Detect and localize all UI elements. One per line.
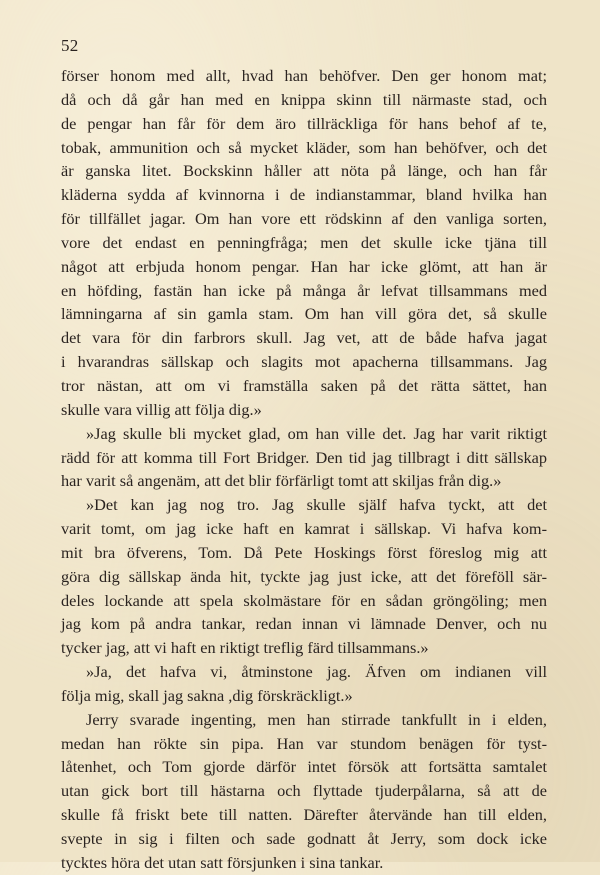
text-line: har varit så angenäm, att det blir förfärligt tomt att skiljas från dig.» <box>61 471 502 491</box>
text-line: mit bra öfverens, Tom. Då Pete Hoskings först föreslog mig att <box>61 542 547 562</box>
text-line: vore det endast en penningfråga; men det skulle icke tjäna till <box>61 232 547 252</box>
text-line: göra dig sällskap ända hit, tyckte jag just icke, att det föreföll sär- <box>61 566 547 586</box>
text-line: följa mig, skall jag sakna ,dig förskräckligt.» <box>61 685 353 705</box>
text-line: lämningarna af sin gamla stam. Om han vill göra det, så skulle <box>61 304 547 324</box>
text-line: »Jag skulle bli mycket glad, om han ville det. Jag har varit riktigt <box>86 423 547 443</box>
text-line: »Ja, det hafva vi, åtminstone jag. Äfven om indianen vill <box>86 662 547 682</box>
body-text <box>61 64 547 875</box>
text-line: utan gick bort till hästarna och flyttade tjuderpålarna, så att de <box>61 781 547 801</box>
text-line: något att erbjuda honom pengar. Han har icke glömt, att han är <box>61 256 547 276</box>
text-line: då och då går han med en knippa skinn till närmaste stad, och <box>61 89 547 109</box>
text-line: det vara för din farbrors skull. Jag vet, att de både hafva jagat <box>61 328 547 348</box>
text-line: tror nästan, att om vi framställa saken på det rätta sättet, han <box>61 375 547 395</box>
text-line: »Det kan jag nog tro. Jag skulle själf hafva tyckt, att det <box>86 495 547 515</box>
text-line: Jerry svarade ingenting, men han stirrade tankfullt in i elden, <box>86 709 547 729</box>
page-number: 52 <box>61 36 79 55</box>
text-line: svepte in sig i filten och sade godnatt åt Jerry, som dock icke <box>61 829 547 848</box>
text-line: kläderna sydda af kvinnorna i de indianstammar, bland hvilka han <box>61 185 547 205</box>
text-line: låtenhet, och Tom gjorde därför intet försök att fortsätta samtalet <box>61 757 547 777</box>
text-line: de pengar han får för dem äro tillräckliga för hans behof af te, <box>61 113 547 133</box>
text-line: för tillfället jagar. Om han vore ett rödskinn af den vanliga sorten, <box>61 209 547 229</box>
text-line: skulle få friskt bete till natten. Därefter återvände han till elden, <box>61 805 547 825</box>
text-line: är ganska litet. Bockskinn håller att nöta på länge, och han får <box>61 161 547 181</box>
text-line: medan han rökte sin pipa. Han var stundom benägen för tyst- <box>61 733 547 753</box>
text-line: tycker jag, att vi haft en riktigt treflig färd tillsammans.» <box>61 638 429 658</box>
text-line: en höfding, fastän han icke på många år lefvat tillsammans med <box>61 280 547 300</box>
text-line: tycktes höra det utan satt försjunken i sina tankar. <box>61 852 384 872</box>
text-line: tobak, ammunition och så mycket kläder, som han behöfver, och det <box>61 137 547 157</box>
text-line: rädd för att komma till Fort Bridger. Den tid jag tillbragt i ditt sällskap <box>61 447 547 467</box>
text-line: skulle vara villig att följa dig.» <box>61 399 262 419</box>
text-line: i hvarandras sällskap och slagits mot apacherna tillsammans. Jag <box>61 352 547 372</box>
text-line: varit tomt, om jag icke haft en kamrat i sällskap. Vi hafva kom- <box>61 519 547 539</box>
text-line: deles lockande att spela skolmästare för en sådan gröngöling; men <box>61 590 547 610</box>
text-line: förser honom med allt, hvad han behöfver. Den ger honom mat; <box>61 66 547 85</box>
text-line: jag kom på andra tankar, redan innan vi lämnade Denver, och nu <box>61 614 547 634</box>
